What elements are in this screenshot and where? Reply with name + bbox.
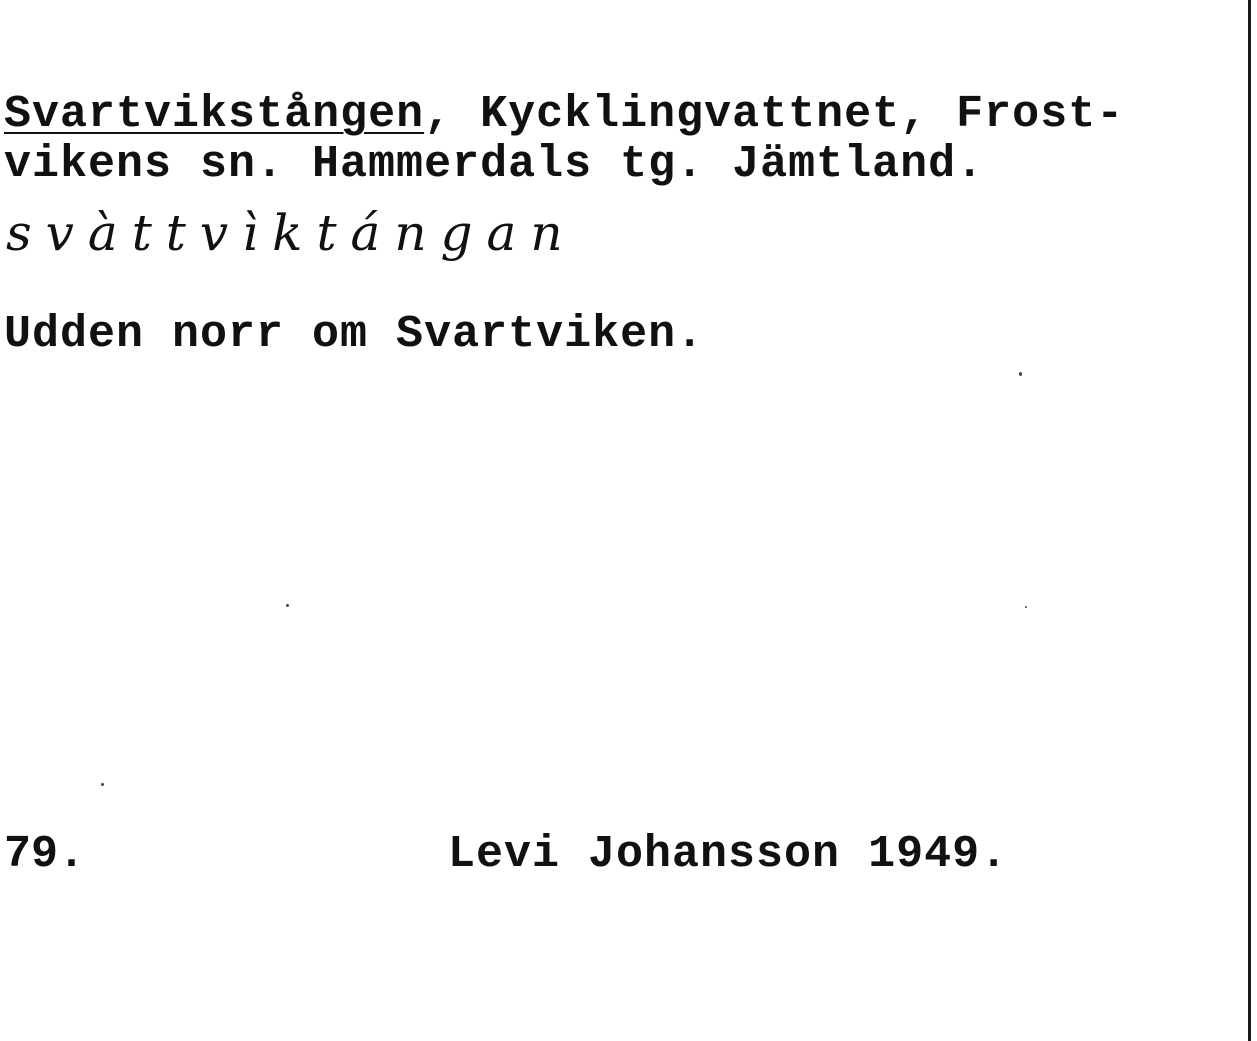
speck-mark — [1025, 606, 1027, 608]
card-right-edge — [1248, 0, 1251, 1041]
headword-part-1: Svartvik — [4, 89, 229, 140]
speck-mark — [286, 604, 289, 607]
author-and-year: Levi Johansson 1949. — [448, 829, 1009, 880]
entry-line-2: vikens sn. Hammerdals tg. Jämtland. — [4, 139, 985, 190]
entry-line-1 — [4, 89, 1125, 140]
speck-mark — [101, 783, 104, 786]
headword-struck-letter: s — [228, 89, 257, 140]
card-number: 79. — [4, 829, 86, 880]
headword-part-2: tången — [256, 89, 425, 140]
headword — [4, 89, 424, 140]
phonetic-transcription: svàttvìktángan — [6, 204, 577, 262]
entry-location: , Kycklingvattnet, Frost- — [424, 89, 1125, 140]
description-note: Udden norr om Svartviken. — [4, 309, 705, 360]
speck-mark — [1019, 372, 1022, 376]
